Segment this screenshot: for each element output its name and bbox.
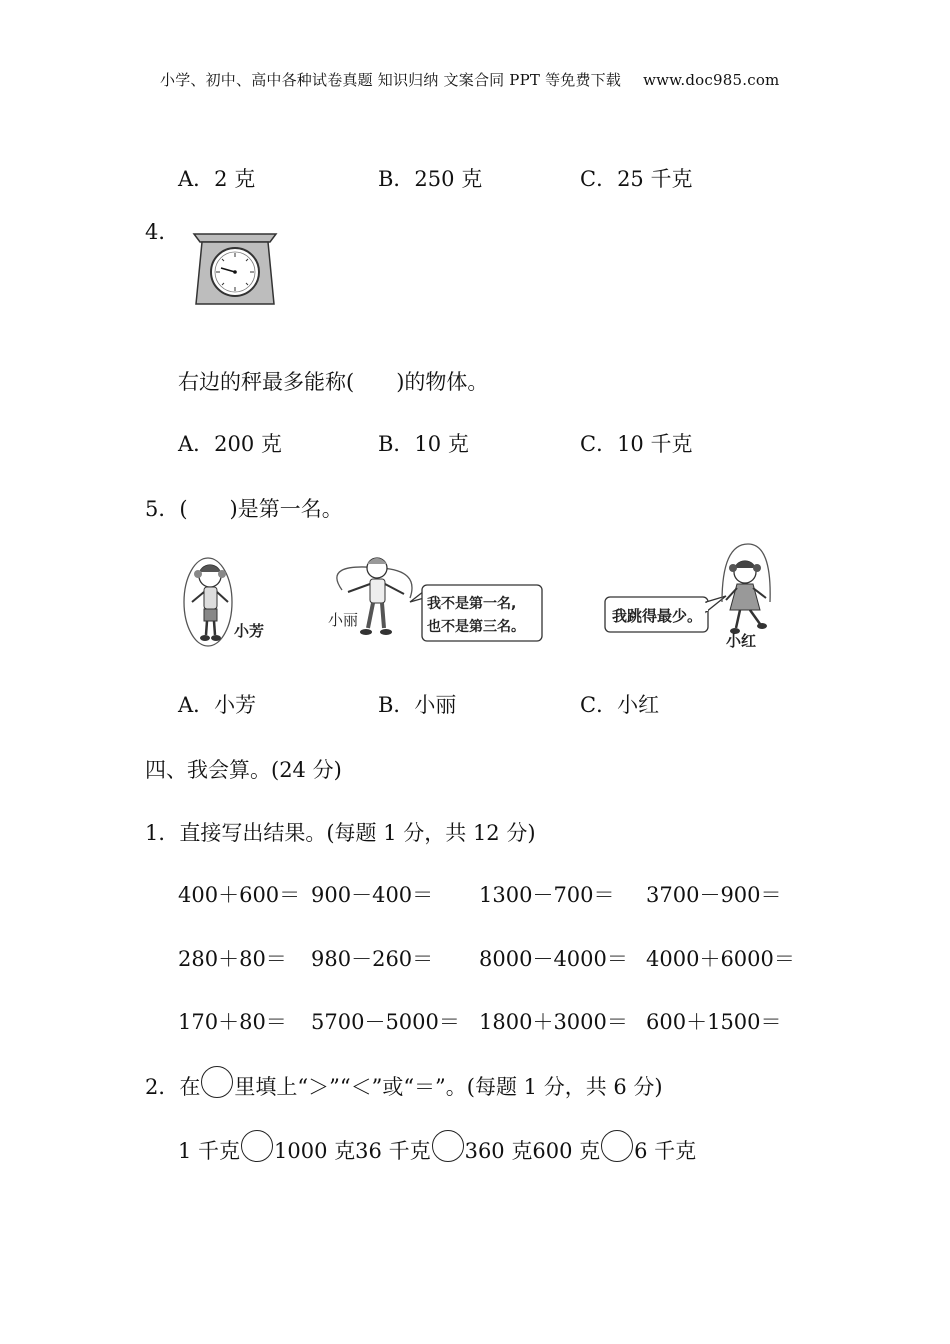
- calc-item: 280＋80＝: [178, 947, 287, 971]
- girl-hong-bubble-text: 我跳得最少。: [612, 607, 703, 625]
- part2-suffix: 里填上“＞”“＜”或“＝”。(每题 1 分，共 6 分): [234, 1075, 663, 1099]
- q5-option-a: A．小芳: [178, 693, 257, 717]
- calc-item: 400＋600＝: [178, 883, 301, 907]
- calc-item: 600＋1500＝: [646, 1010, 782, 1034]
- q4-option-b: B．10 克: [378, 432, 469, 456]
- compare-right: 1000 克: [274, 1139, 356, 1163]
- compare-left: 1 千克: [178, 1139, 241, 1163]
- q4-question: 右边的秤最多能称( )的物体。: [178, 370, 489, 394]
- compare-circle-input[interactable]: [241, 1130, 273, 1162]
- girl-li-bubble-line1: 我不是第一名,: [427, 596, 517, 612]
- compare-left: 600 克: [532, 1139, 601, 1163]
- girl-hong-figure: [722, 544, 770, 634]
- kitchen-scale-icon: [192, 226, 278, 308]
- compare-left: 36 千克: [355, 1139, 431, 1163]
- q3-option-a: A．2 克: [178, 167, 256, 191]
- calc-item: 3700－900＝: [646, 883, 782, 907]
- q5-option-b: B．小丽: [378, 693, 457, 717]
- q4-option-a: A．200 克: [178, 432, 282, 456]
- section4-title: 四、我会算。(24 分): [145, 758, 342, 782]
- girl-fang-label: 小芳: [234, 622, 265, 640]
- compare-right: 6 千克: [634, 1139, 697, 1163]
- q5-illustration: [170, 542, 790, 657]
- calc-item: 4000＋6000＝: [646, 947, 795, 971]
- girl-li-label: 小丽: [328, 611, 359, 629]
- compare-row: [178, 1130, 696, 1165]
- girl-fang-figure: [184, 558, 232, 646]
- calc-item: 980－260＝: [311, 947, 434, 971]
- part2-prefix: 2．在: [145, 1075, 201, 1099]
- calc-item: 1300－700＝: [479, 883, 615, 907]
- q3-option-b: B．250 克: [378, 167, 483, 191]
- calc-item: 1800＋3000＝: [479, 1010, 628, 1034]
- section4-part2-title: [145, 1066, 663, 1101]
- calc-item: 8000－4000＝: [479, 947, 628, 971]
- header-text: 小学、初中、高中各种试卷真题 知识归纳 文案合同 PPT 等免费下载: [160, 71, 622, 89]
- girl-hong-label: 小红: [726, 632, 757, 650]
- section4-part1-title: 1．直接写出结果。(每题 1 分，共 12 分): [145, 821, 536, 845]
- header-url[interactable]: www.doc985.com: [643, 71, 780, 89]
- compare-circle-input[interactable]: [432, 1130, 464, 1162]
- q5-question: 5．( )是第一名。: [145, 497, 343, 521]
- compare-circle-input[interactable]: [601, 1130, 633, 1162]
- q4-option-c: C．10 千克: [580, 432, 693, 456]
- answer-circle-icon: [201, 1066, 233, 1098]
- calc-item: 170＋80＝: [178, 1010, 287, 1034]
- q5-option-c: C．小红: [580, 693, 660, 717]
- compare-right: 360 克: [464, 1139, 533, 1163]
- calc-item: 5700－5000＝: [311, 1010, 460, 1034]
- page-header: [160, 69, 779, 90]
- q3-option-c: C．25 千克: [580, 167, 693, 191]
- girl-li-bubble-line2: 也不是第三名。: [427, 619, 525, 635]
- calc-item: 900－400＝: [311, 883, 434, 907]
- q4-number: 4．: [145, 220, 180, 244]
